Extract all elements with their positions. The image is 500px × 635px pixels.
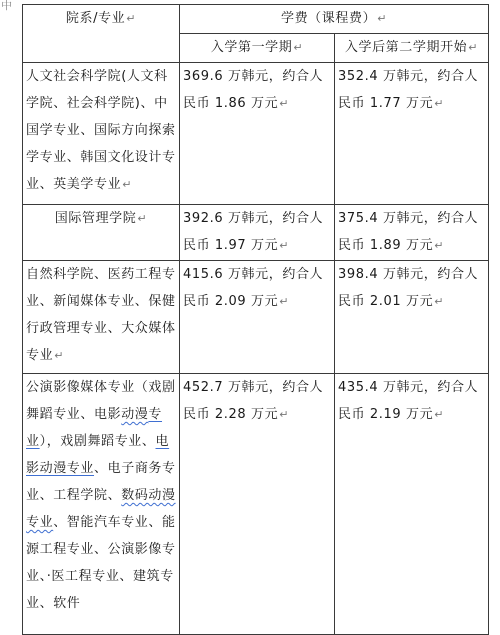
dept-text: 自然科学院、医药工程专业、新闻媒体专业、保健行政管理专业、大众媒体专业 — [26, 267, 176, 363]
paragraph-mark-icon: ↵ — [434, 97, 445, 110]
first-term-fee-cell — [180, 205, 335, 261]
spellcheck-flag[interactable]: 数码动漫专业 — [26, 488, 176, 530]
spellcheck-flag[interactable]: 动漫 — [121, 407, 149, 422]
paragraph-mark-icon: ↵ — [434, 295, 445, 308]
table-row — [23, 374, 489, 635]
dept-text-part: 公演影像媒体专业（戏剧舞蹈专业、电影 — [26, 380, 176, 422]
header-dept-cell — [23, 5, 180, 63]
paragraph-mark-icon: ↵ — [122, 178, 133, 191]
later-term-fee: 435.4 万韩元，约合人民币 2.19 万元 — [338, 380, 479, 422]
later-term-fee-cell — [335, 261, 489, 374]
header-fee-cell — [180, 5, 489, 34]
header-first-term-label: 入学第一学期 — [210, 40, 293, 55]
spellcheck-flag[interactable]: 专业 — [26, 407, 163, 449]
header-fee-label: 学费（课程费） — [280, 11, 377, 26]
paragraph-mark-icon: ↵ — [434, 239, 445, 252]
paragraph-mark-icon: ↵ — [279, 97, 290, 110]
table-row — [23, 63, 489, 205]
later-term-fee: 375.4 万韩元，约合人民币 1.89 万元 — [338, 211, 479, 253]
dept-text: 国际管理学院 — [54, 211, 137, 226]
dept-cell — [23, 374, 180, 635]
later-term-fee-cell — [335, 374, 489, 635]
later-term-fee: 398.4 万韩元，约合人民币 2.01 万元 — [338, 267, 479, 309]
table-row — [23, 205, 489, 261]
paragraph-mark-icon: ↵ — [434, 408, 445, 421]
first-term-fee-cell — [180, 261, 335, 374]
first-term-fee: 392.6 万韩元，约合人民币 1.97 万元 — [183, 211, 324, 253]
later-term-fee-cell — [335, 205, 489, 261]
paragraph-mark-icon: ↵ — [279, 408, 290, 421]
paragraph-mark-icon: ↵ — [468, 41, 479, 54]
dept-cell — [23, 205, 180, 261]
paragraph-mark-icon: ↵ — [137, 212, 148, 225]
dept-cell — [23, 63, 180, 205]
header-dept-label: 院系/专业 — [65, 11, 126, 26]
first-term-fee: 369.6 万韩元，约合人民币 1.86 万元 — [183, 69, 324, 111]
dept-text-part: ），戏剧舞蹈专业、 — [39, 434, 156, 449]
corner-mark: 中 — [1, 0, 12, 12]
paragraph-mark-icon: ↵ — [126, 12, 137, 25]
dept-text-part: 、智能汽车专业、能源工程专业、公演影像专业、·医工程专业、建筑专业、软件 — [26, 515, 176, 611]
first-term-fee-cell — [180, 374, 335, 635]
tuition-fee-table — [22, 4, 489, 635]
paragraph-mark-icon: ↵ — [377, 12, 388, 25]
table-header-row — [23, 5, 489, 34]
dept-text: 人文社会科学院(人文科学院、社会科学院)、中国学专业、国际方向探索学专业、韩国文化设计专业、英美学专业 — [26, 69, 176, 192]
paragraph-mark-icon: ↵ — [279, 239, 290, 252]
first-term-fee: 415.6 万韩元，约合人民币 2.09 万元 — [183, 267, 324, 309]
dept-cell — [23, 261, 180, 374]
header-first-term-cell — [180, 34, 335, 63]
later-term-fee: 352.4 万韩元，约合人民币 1.77 万元 — [338, 69, 479, 111]
spellcheck-flag[interactable]: 电影动漫专业 — [26, 434, 170, 476]
later-term-fee-cell — [335, 63, 489, 205]
header-later-term-cell — [335, 34, 489, 63]
header-later-term-label: 入学后第二学期开始 — [344, 40, 468, 55]
paragraph-mark-icon: ↵ — [293, 41, 304, 54]
first-term-fee: 452.7 万韩元，约合人民币 2.28 万元 — [183, 380, 324, 422]
table-row — [23, 261, 489, 374]
first-term-fee-cell — [180, 63, 335, 205]
paragraph-mark-icon: ↵ — [54, 349, 65, 362]
paragraph-mark-icon: ↵ — [279, 295, 290, 308]
dept-text-part: 、电子商务专业、工程学院、 — [26, 461, 176, 503]
